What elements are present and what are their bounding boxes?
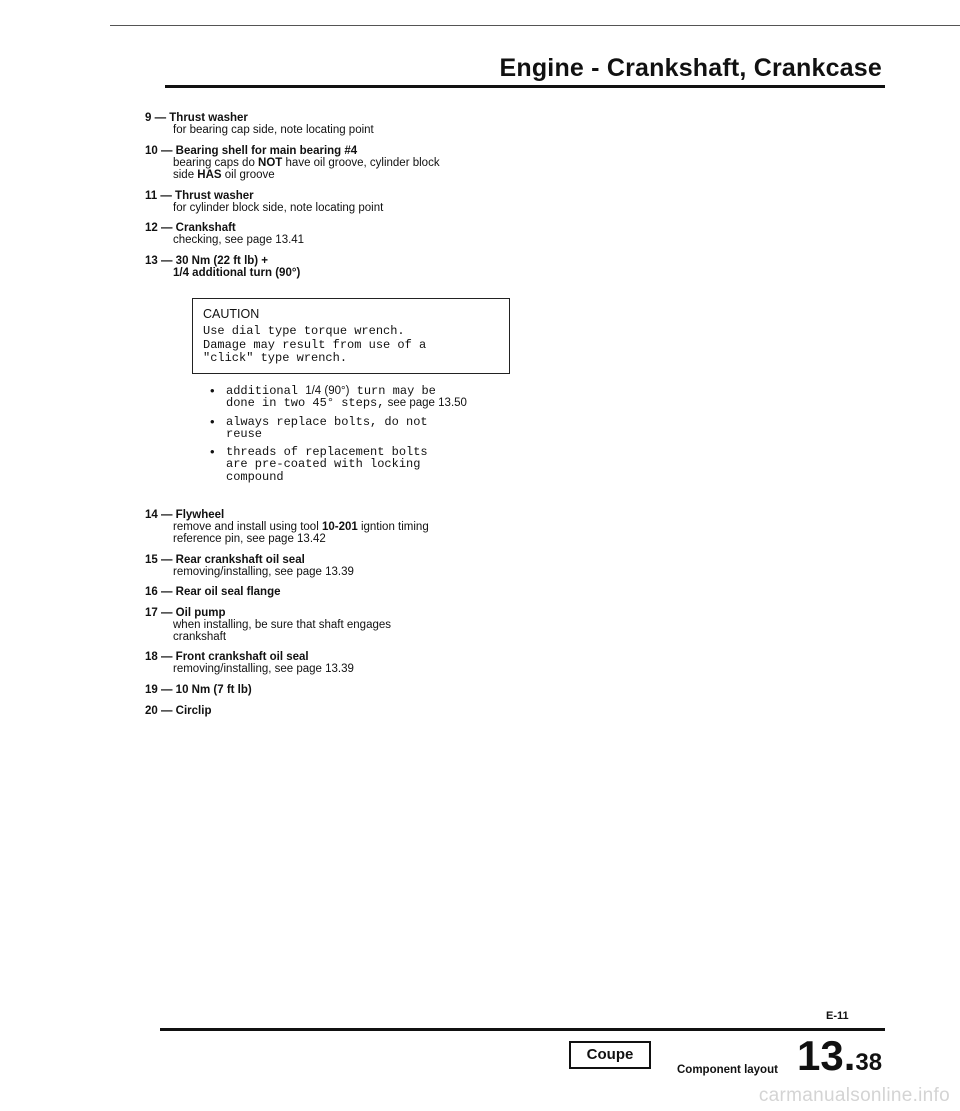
item-heading: 20 — Circlip bbox=[145, 704, 212, 717]
list-item-19 bbox=[145, 684, 565, 696]
list-item-15 bbox=[145, 554, 565, 578]
item-heading: 19 — 10 Nm (7 ft lb) bbox=[145, 683, 252, 696]
text-span: remove and install using tool bbox=[173, 521, 322, 533]
list-item-9 bbox=[145, 112, 565, 136]
item-description: removing/installing, see page 13.39 bbox=[173, 663, 354, 676]
text-span: oil groove bbox=[221, 169, 275, 181]
item-description bbox=[173, 169, 565, 181]
parts-list-bottom bbox=[145, 509, 565, 725]
bullet-line: compound bbox=[226, 469, 284, 484]
caution-title: CAUTION bbox=[203, 307, 260, 321]
item-description: reference pin, see page 13.42 bbox=[173, 533, 326, 545]
bullet-line bbox=[226, 397, 467, 409]
item-heading: 12 — Crankshaft bbox=[145, 222, 236, 235]
section-label: Component layout bbox=[677, 1064, 778, 1076]
text-span: igntion timing bbox=[357, 521, 429, 533]
page-number bbox=[797, 1032, 882, 1080]
caution-line: "click" type wrench. bbox=[203, 351, 348, 365]
list-item-17 bbox=[145, 607, 565, 643]
item-description: when installing, be sure that shaft engages bbox=[173, 618, 392, 631]
item-description: crankshaft bbox=[173, 630, 227, 643]
item-heading-continued: 1/4 additional turn (90°) bbox=[173, 266, 301, 279]
bullet-list bbox=[210, 385, 467, 489]
item-heading: 11 — Thrust washer bbox=[145, 189, 254, 202]
text-span: turn may be bbox=[349, 384, 436, 398]
list-item-14 bbox=[145, 509, 565, 545]
item-heading: 9 — Thrust washer bbox=[145, 112, 248, 124]
caution-line: Damage may result from use of a bbox=[203, 337, 427, 352]
parts-list-top bbox=[145, 112, 565, 287]
text-span: see page 13.50 bbox=[384, 397, 467, 410]
item-heading: 18 — Front crankshaft oil seal bbox=[145, 651, 309, 664]
list-item-16 bbox=[145, 586, 565, 598]
text-span: side bbox=[173, 169, 198, 181]
list-item-11 bbox=[145, 190, 565, 214]
item-description: checking, see page 13.41 bbox=[173, 234, 305, 247]
footer-rule bbox=[160, 1028, 885, 1031]
page-number-dot: . bbox=[843, 1032, 856, 1079]
page-code: E-11 bbox=[826, 1010, 849, 1022]
bullet-line: • threads of replacement bolts bbox=[226, 445, 428, 460]
caution-line: Use dial type torque wrench. bbox=[203, 324, 405, 338]
item-description: for cylinder block side, note locating point bbox=[173, 201, 384, 214]
item-description bbox=[173, 157, 565, 169]
list-item-20 bbox=[145, 705, 565, 717]
list-item-18 bbox=[145, 651, 565, 675]
list-item-12 bbox=[145, 222, 565, 246]
item-description: removing/installing, see page 13.39 bbox=[173, 565, 354, 578]
text-span: have oil groove, cylinder block bbox=[282, 157, 440, 169]
bullet-line: reuse bbox=[226, 426, 263, 441]
text-span: additional bbox=[226, 384, 306, 398]
page-title: Engine - Crankshaft, Crankcase bbox=[499, 54, 882, 82]
item-heading: 14 — Flywheel bbox=[145, 509, 225, 521]
header-rule bbox=[165, 85, 885, 88]
bullet-item bbox=[210, 385, 467, 410]
item-heading: 16 — Rear oil seal flange bbox=[145, 586, 281, 599]
item-description bbox=[173, 521, 565, 533]
emphasis-text: HAS bbox=[197, 169, 222, 181]
emphasis-text: 10-201 bbox=[321, 521, 358, 533]
model-badge: Coupe bbox=[569, 1041, 651, 1069]
bullet-item bbox=[210, 446, 467, 483]
page-number-minor: 38 bbox=[855, 1049, 883, 1076]
list-item-13 bbox=[145, 255, 565, 279]
text-span: done in two 45° steps, bbox=[226, 396, 385, 411]
caution-box bbox=[192, 298, 510, 374]
item-heading: 15 — Rear crankshaft oil seal bbox=[145, 553, 305, 566]
watermark: carmanualsonline.info bbox=[758, 1085, 950, 1106]
item-heading: 10 — Bearing shell for main bearing #4 bbox=[145, 145, 358, 157]
bullet-item bbox=[210, 416, 467, 441]
text-span: 1/4 (90°) bbox=[305, 385, 350, 397]
emphasis-text: NOT bbox=[258, 157, 283, 169]
bullet-line: are pre-coated with locking bbox=[226, 457, 421, 472]
page-number-major: 13 bbox=[797, 1032, 844, 1079]
text-span: bearing caps do bbox=[173, 157, 259, 169]
bullet-line: • always replace bolts, do not bbox=[226, 414, 428, 429]
top-rule bbox=[110, 25, 960, 26]
item-description: for bearing cap side, note locating point bbox=[173, 124, 374, 136]
item-heading: 13 — 30 Nm (22 ft lb) + bbox=[145, 254, 269, 267]
item-heading: 17 — Oil pump bbox=[145, 606, 226, 619]
list-item-10 bbox=[145, 145, 565, 181]
